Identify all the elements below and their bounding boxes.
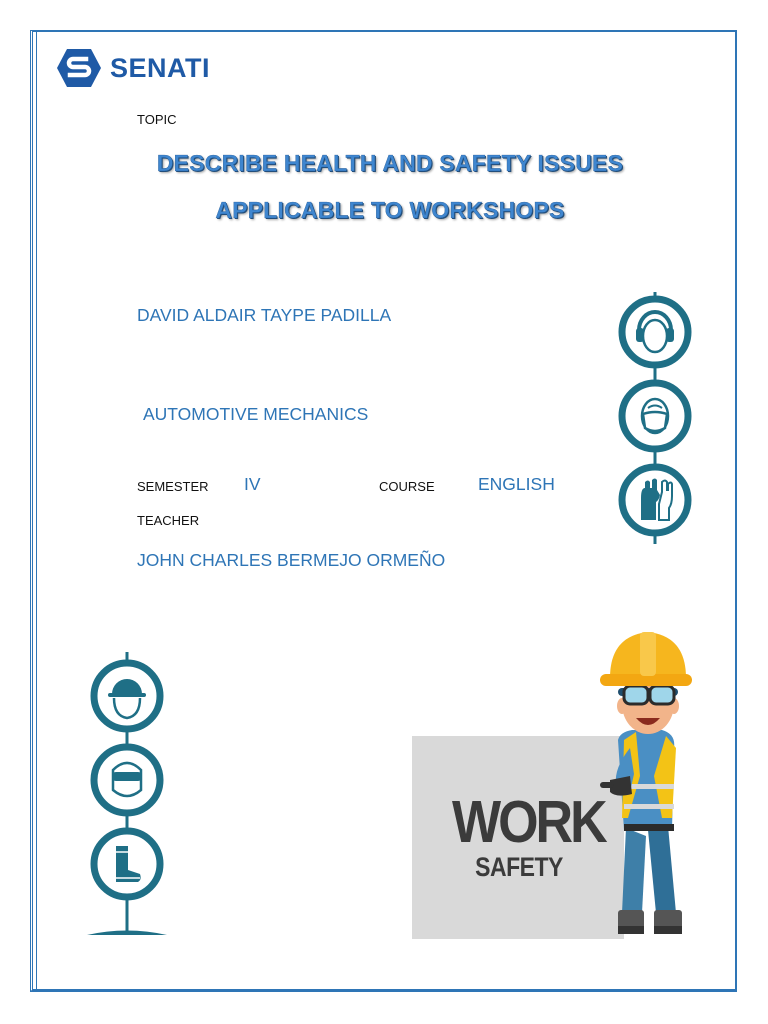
ppe-icons-right xyxy=(610,292,700,544)
title-line-2: APPLICABLE TO WORKSHOPS xyxy=(215,197,565,223)
work-word: WORK xyxy=(452,789,605,856)
teacher-label: TEACHER xyxy=(137,513,200,528)
ppe-icons-left xyxy=(82,652,172,938)
safety-word: SAFETY xyxy=(475,852,563,882)
teacher-name: JOHN CHARLES BERMEJO ORMEÑO xyxy=(137,550,446,570)
gloves-icon xyxy=(622,467,688,533)
topic-label: TOPIC xyxy=(137,112,177,127)
student-name: DAVID ALDAIR TAYPE PADILLA xyxy=(137,305,392,325)
senati-logo-icon xyxy=(56,48,102,88)
career: AUTOMOTIVE MECHANICS xyxy=(143,404,369,424)
safety-goggles-icon xyxy=(94,747,160,813)
course-value: ENGLISH xyxy=(478,474,555,494)
semester-value: IV xyxy=(244,474,261,494)
worker-illustration xyxy=(570,608,700,943)
title-line-1: DESCRIBE HEALTH AND SAFETY ISSUES xyxy=(156,150,624,176)
senati-logo xyxy=(56,48,210,88)
safety-boots-icon xyxy=(94,831,160,897)
logo-text: SENATI xyxy=(110,52,211,83)
semester-label: SEMESTER xyxy=(137,479,209,494)
course-label: COURSE xyxy=(379,479,435,494)
face-mask-icon xyxy=(622,383,688,449)
ear-protection-icon xyxy=(622,299,688,365)
hard-hat-icon xyxy=(94,663,160,729)
